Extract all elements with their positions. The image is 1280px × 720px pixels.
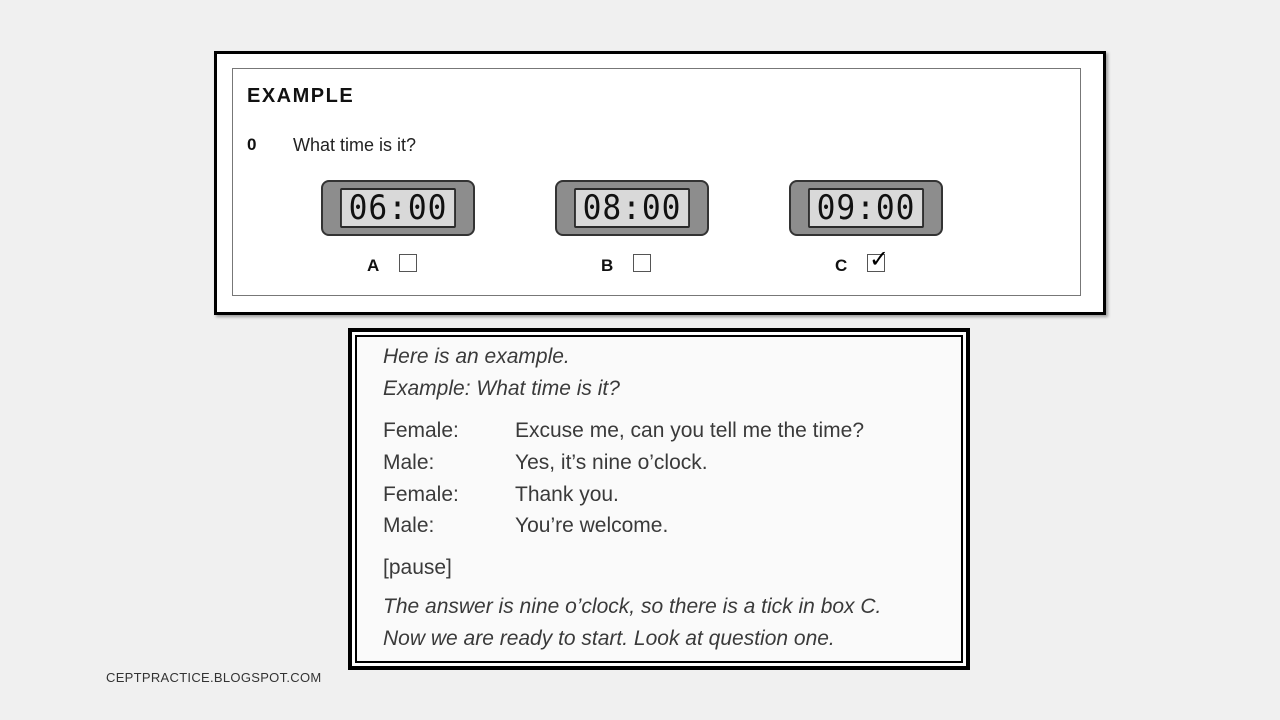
dialogue-speaker: Male: <box>383 451 435 474</box>
dialogue-line: You’re welcome. <box>515 514 669 537</box>
question-text: What time is it? <box>293 135 417 155</box>
dialogue-line: Excuse me, can you tell me the time? <box>515 419 864 442</box>
answer-checkbox-a[interactable] <box>399 254 417 272</box>
script-pause: [pause] <box>383 556 452 579</box>
dialogue-speaker: Male: <box>383 514 435 537</box>
script-example-question: Example: What time is it? <box>383 377 620 400</box>
script-intro: Here is an example. <box>383 345 570 368</box>
digital-clock-icon <box>555 180 709 236</box>
source-footer: CEPTPRACTICE.BLOGSPOT.COM <box>106 670 322 685</box>
clock-display: 08:00 <box>574 188 690 228</box>
script-panel <box>348 328 970 670</box>
example-panel <box>214 51 1106 315</box>
dialogue-line: Thank you. <box>515 483 619 506</box>
clock-display: 09:00 <box>808 188 924 228</box>
script-frame-inner <box>355 335 963 663</box>
question-number: 0 <box>247 135 257 154</box>
example-heading: EXAMPLE <box>247 85 355 107</box>
example-frame <box>232 68 1081 296</box>
option-letter: C <box>835 256 848 275</box>
dialogue-speaker: Female: <box>383 419 459 442</box>
option-letter: B <box>601 256 614 275</box>
dialogue-line: Yes, it’s nine o’clock. <box>515 451 708 474</box>
clock-display: 06:00 <box>340 188 456 228</box>
dialogue-speaker: Female: <box>383 483 459 506</box>
script-next: Now we are ready to start. Look at question one. <box>383 627 835 650</box>
digital-clock-icon <box>789 180 943 236</box>
script-answer: The answer is nine o’clock, so there is a tick in box C. <box>383 595 882 618</box>
answer-checkbox-c[interactable] <box>867 245 890 273</box>
tick-icon: ✓ <box>869 245 890 273</box>
answer-checkbox-b[interactable] <box>633 254 651 272</box>
digital-clock-icon <box>321 180 475 236</box>
option-c <box>789 180 949 290</box>
script-frame-outer <box>352 332 966 666</box>
option-letter: A <box>367 256 380 275</box>
option-a <box>321 180 481 290</box>
option-b <box>555 180 715 290</box>
